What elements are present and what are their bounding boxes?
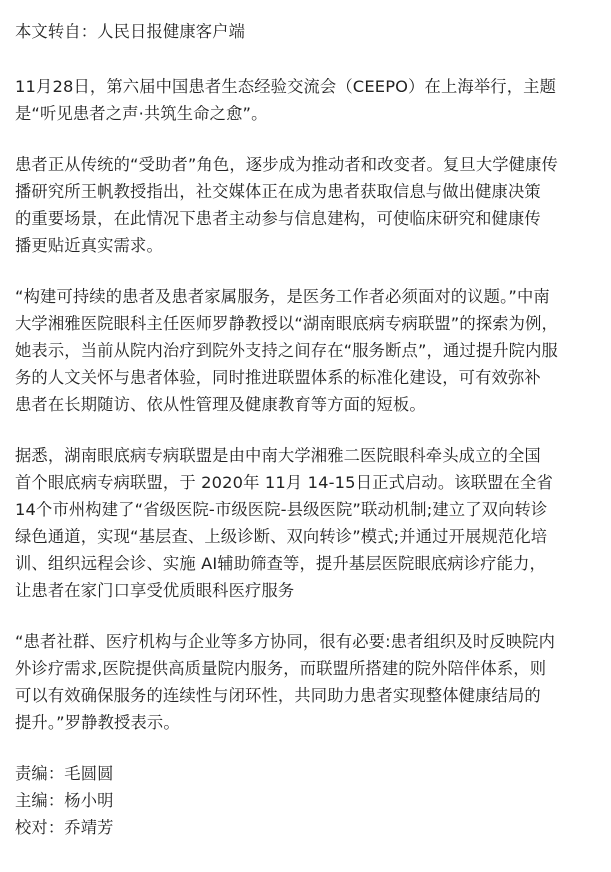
- credit-proofreader: 校对：乔靖芳: [15, 818, 114, 837]
- paragraph-1: [15, 73, 601, 127]
- text-line: 播更贴近真实需求。: [15, 236, 163, 255]
- text-line: 14个市州构建了“省级医院-市级医院-县级医院”联动机制;建立了双向转诊: [15, 500, 548, 519]
- credit-editor: 责编：毛圆圆: [15, 764, 114, 783]
- text-line: 她表示，当前从院内治疗到院外支持之间存在“服务断点”，通过提升院内服: [15, 341, 558, 360]
- text-line: 可以有效确保服务的连续性与闭环性，共同助力患者实现整体健康结局的: [15, 686, 541, 705]
- paragraph-gap: [15, 127, 601, 151]
- text-line: “构建可持续的患者及患者家属服务，是医务工作者必须面对的议题。”中南: [15, 287, 550, 306]
- paragraph-5: [15, 628, 601, 736]
- paragraph-2: [15, 151, 601, 259]
- text-line: 外诊疗需求,医院提供高质量院内服务，而联盟所搭建的院外陪伴体系，则: [15, 659, 547, 678]
- article-body: [15, 18, 601, 841]
- text-line: 让患者在家门口享受优质眼科医疗服务: [15, 581, 295, 600]
- paragraph-gap: [15, 418, 601, 442]
- paragraph-3: [15, 283, 601, 418]
- text-line: 务的人文关怀与患者体验，同时推进联盟体系的标准化建设，可有效弥补: [15, 368, 541, 387]
- text-line: 提升。”罗静教授表示。: [15, 713, 180, 732]
- text-line: 首个眼底病专病联盟，于 2020年 11月 14-15日正式启动。该联盟在全省: [15, 473, 553, 492]
- text-line: 训、组织远程会诊、实施 AI辅助筛查等，提升基层医院眼底病诊疗能力，: [15, 554, 546, 573]
- text-line: 是“听见患者之声·共筑生命之愈”。: [15, 104, 268, 123]
- credits-block: [15, 760, 601, 841]
- paragraph-4: [15, 442, 601, 604]
- text-line: 患者在长期随访、依从性管理及健康教育等方面的短板。: [15, 395, 426, 414]
- paragraph-gap: [15, 736, 601, 760]
- paragraph-gap: [15, 259, 601, 283]
- paragraph-gap: [15, 604, 601, 628]
- text-line: 大学湘雅医院眼科主任医师罗静教授以“湖南眼底病专病联盟”的探索为例，: [15, 314, 558, 333]
- text-line: 患者正从传统的“受助者”角色，逐步成为推动者和改变者。复旦大学健康传: [15, 155, 558, 174]
- text-line: 的重要场景，在此情况下患者主动参与信息建构，可使临床研究和健康传: [15, 209, 541, 228]
- text-line: 播研究所王帆教授指出，社交媒体正在成为患者获取信息与做出健康决策: [15, 182, 541, 201]
- paragraph-gap: [15, 45, 601, 73]
- text-line: 据悉，湖南眼底病专病联盟是由中南大学湘雅二医院眼科牵头成立的全国: [15, 446, 541, 465]
- text-line: 11月28日，第六届中国患者生态经验交流会（CEEPO）在上海举行，主题: [15, 77, 557, 96]
- text-line: 绿色通道，实现“基层查、上级诊断、双向转诊”模式;并通过开展规范化培: [15, 527, 548, 546]
- source-line: 本文转自：人民日报健康客户端: [15, 22, 246, 41]
- credit-chief-editor: 主编：杨小明: [15, 791, 114, 810]
- text-line: “患者社群、医疗机构与企业等多方协同，很有必要:患者组织及时反映院内: [15, 632, 556, 651]
